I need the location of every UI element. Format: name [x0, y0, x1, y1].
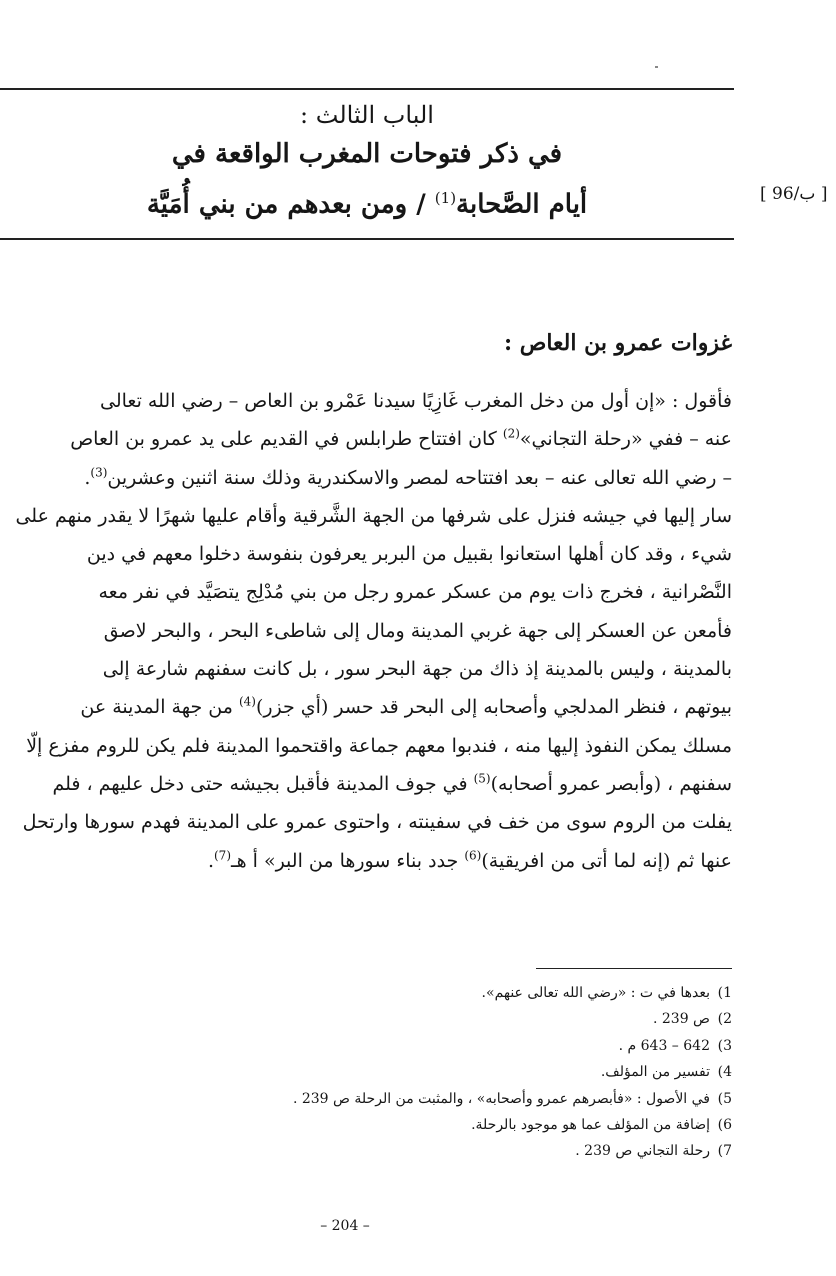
- chapter-title-line-1: في ذكر فتوحات المغرب الواقعة في: [171, 139, 563, 169]
- footnote-ref: (7): [213, 848, 231, 863]
- footnote-ref: (4): [238, 695, 256, 710]
- body-line: سار إليها في جيشه فنزل على شرفها من الجهة الشَّرقية وأقام عليها شهرًا لا يقدر منهم على: [15, 504, 732, 527]
- footnote-number: 5): [717, 1090, 732, 1107]
- footnote-number: 1): [717, 985, 732, 1001]
- body-line: سفنهم ، (وأبصر عمرو أصحابه)$^{(5)}$ في جوف المدينة فأقبل بجيشه حتى دخل عليهم ، فلم: [52, 771, 732, 795]
- chapter-title-part-b: / ومن بعدهم من بني أُمَيَّة: [146, 189, 435, 220]
- footnote-number: 4): [717, 1064, 732, 1081]
- body-line: النَّصْرانية ، فخرج ذات يوم من عسكر عمرو رجل من بني مُدْلِج يتصَيَّد في نفر معه: [98, 581, 732, 604]
- chapter-title-line-2: [0, 176, 734, 227]
- body-line: فأمعن عن العسكر إلى جهة غربي المدينة ومال إلى شاطىء البحر ، والبحر لاصق: [103, 619, 732, 642]
- footnote-ref: (3): [90, 465, 108, 480]
- footnote-ref: (5): [473, 771, 491, 786]
- body-line: يفلت من الروم سوى من خف في سفينته ، واحتوى عمرو على المدينة فهدم سورها وارتحل: [22, 811, 732, 834]
- page-number: – 204 –: [320, 1218, 370, 1234]
- footnote-item: [32, 980, 732, 1006]
- footnote-text: إضافة من المؤلف عما هو موجود بالرحلة.: [471, 1117, 710, 1134]
- footnote-separator: [536, 968, 732, 969]
- footnote-item: [32, 1059, 732, 1085]
- chapter-title-part-a: أيام الصَّحابة: [456, 189, 588, 220]
- footnote-number: 7): [717, 1143, 732, 1160]
- body-text: [2, 382, 732, 880]
- footnotes-list: [32, 980, 732, 1165]
- footnote-number: 2): [717, 1011, 732, 1028]
- chapter-heading: [0, 98, 734, 227]
- footnote-item: [32, 1006, 732, 1032]
- footnote-item: [32, 1138, 732, 1164]
- body-line: شيء ، وقد كان أهلها استعانوا بقبيل من البربر يعرفون بنفوسة دخلوا معهم في دين: [86, 543, 732, 566]
- body-line: عنها ثم (إنه لما أتى من افريقية)$^{(6)}$ جدد بناء سورها من البر» أ هـ$^{(7)}$.: [207, 848, 732, 872]
- body-line: بالمدينة ، وليس بالمدينة إذ ذاك من جهة البحر سور ، بل كانت سفنهم شارعة إلى: [102, 658, 732, 681]
- footnote-text: تفسير من المؤلف.: [600, 1064, 710, 1081]
- manuscript-folio-marker: [ 96/ب ]: [760, 184, 828, 204]
- section-heading: غزوات عمرو بن العاص :: [503, 330, 732, 356]
- footnote-ref: (6): [464, 848, 482, 863]
- footnote-number: 6): [717, 1117, 732, 1134]
- body-line: عنه – ففي «رحلة التجاني»$^{(2)}$ كان افتتاح طرابلس في القديم على يد عمرو بن العاص: [70, 426, 732, 451]
- footnote-ref: (2): [502, 426, 520, 441]
- footnote-ref: (1): [434, 189, 457, 207]
- body-line: مسلك يمكن النفوذ إليها منه ، فندبوا معهم جماعة واقتحموا المدينة فلم يكن للروم مفزع إلّا: [26, 734, 732, 757]
- body-line: بيوتهم ، فنظر المدلجي وأصحابه إلى البحر قد حسر (أي جزر)$^{(4)}$ من جهة المدينة عن: [80, 695, 732, 719]
- body-line: فأقول : «إن أول من دخل المغرب غَازِيًا سيدنا عَمْرو بن العاص – رضي الله تعالى: [100, 390, 732, 412]
- footnote-item: [32, 1086, 732, 1112]
- footnote-text: 642 – 643 م .: [618, 1037, 710, 1054]
- chapter-number: الباب الثالث :: [300, 101, 434, 129]
- footnote-item: [32, 1112, 732, 1138]
- footnote-number: 3): [717, 1037, 732, 1054]
- body-line: – رضي الله تعالى عنه – بعد افتتاحه لمصر والاسكندرية وذلك سنة اثنين وعشرين$^{(3)}$.: [84, 465, 732, 489]
- scan-speck: [655, 66, 658, 68]
- header-top-rule: [0, 88, 734, 90]
- footnote-item: [32, 1033, 732, 1059]
- header-bottom-rule: [0, 238, 734, 240]
- footnote-text: ص 239 .: [652, 1011, 710, 1028]
- footnote-text: في الأصول : «فأبصرهم عمرو وأصحابه» ، والمثبت من الرحلة ص 239 .: [292, 1090, 710, 1107]
- footnote-text: بعدها في ت : «رضي الله تعالى عنهم».: [481, 985, 710, 1001]
- footnote-text: رحلة التجاني ص 239 .: [575, 1143, 710, 1160]
